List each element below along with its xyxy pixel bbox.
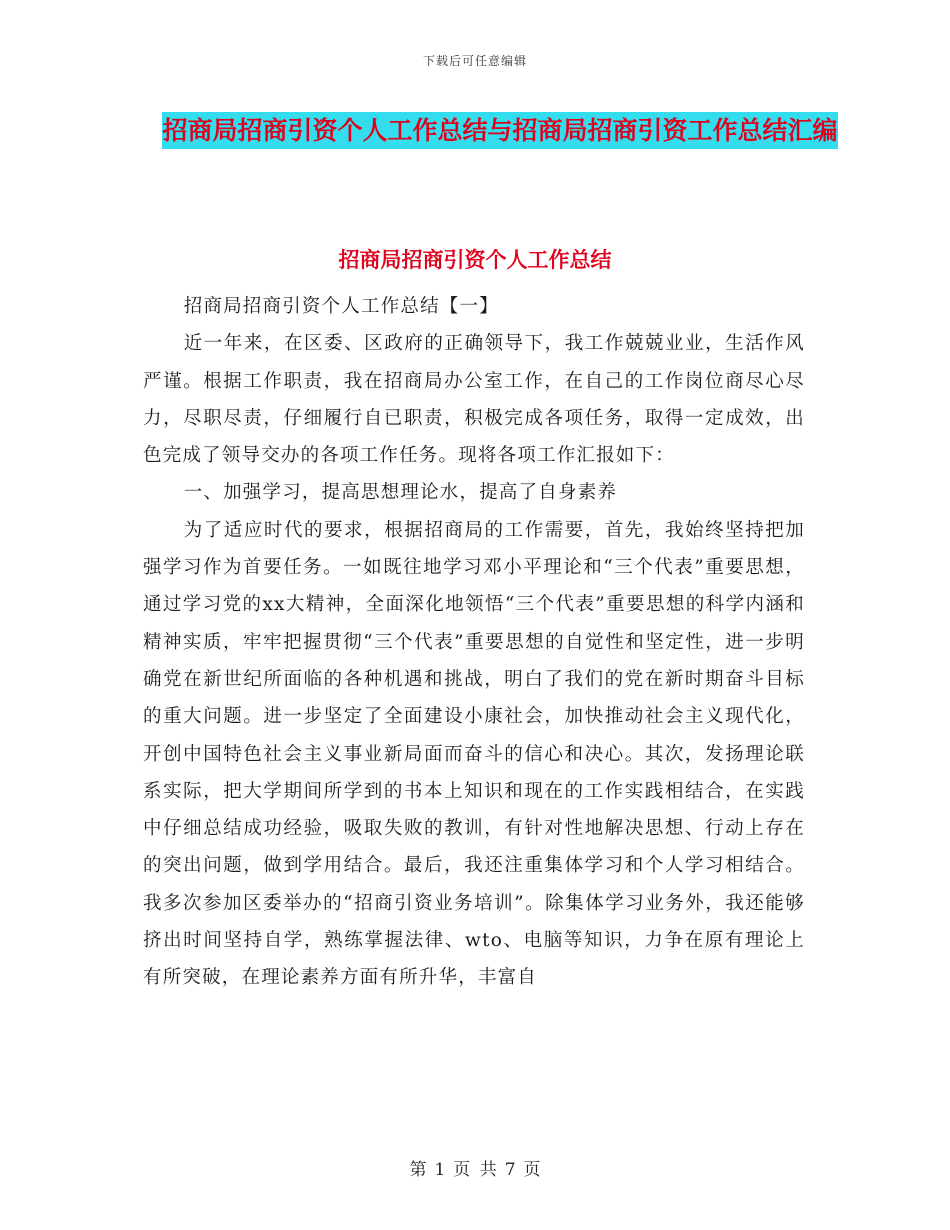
paragraph-heading: 招商局招商引资个人工作总结【一】 xyxy=(183,296,499,317)
main-title-text: 招商局招商引资个人工作总结与招商局招商引资工作总结汇编 xyxy=(162,112,837,149)
footer-suffix: 页 xyxy=(523,1160,541,1180)
footer-middle: 页 共 xyxy=(453,1160,497,1180)
page-footer xyxy=(0,1155,950,1180)
paragraph-intro: 近一年来，在区委、区政府的正确领导下，我工作兢兢业业，生活作风严谨。根据工作职责，我在招商局办公室工作，在自己的工作岗位商尽心尽力，尽职尽责，仔细履行自已职责，积极完成各项任务，取得一定成效，出色完成了领导交办的各项工作任务。现将各项工作汇报如下： xyxy=(143,333,805,467)
footer-total-pages: 7 xyxy=(504,1160,516,1180)
footer-prefix: 第 xyxy=(409,1160,427,1180)
document-body xyxy=(143,288,805,997)
document-main-title xyxy=(140,108,860,154)
paragraph-study: 为了适应时代的要求，根据招商局的工作需要，首先，我始终坚持把加强学习作为首要任务。一如既往地学习邓小平理论和“三个代表”重要思想，通过学习党的xx大精神，全面深化地领悟“三个代表”重要思想的科学内涵和精神实质，牢牢把握贯彻“三个代表”重要思想的自觉性和坚定性，进一步明确党在新世纪所面临的各种机遇和挑战，明白了我们的党在新时期奋斗目标的重大问题。进一步坚定了全面建设小康社会，加快推动社会主义现代化，开创中国特色社会主义事业新局面而奋斗的信心和决心。其次，发扬理论联系实际，把大学期间所学到的书本上知识和现在的工作实践相结合，在实践中仔细总结成功经验，吸取失败的教训，有针对性地解决思想、行动上存在的突出问题，做到学用结合。最后，我还注重集体学习和个人学习相结合。我多次参加区委举办的“招商引资业务培训”。除集体学习业务外，我还能够挤出时间坚持自学，熟练掌握法律、wto、电脑等知识，力争在原有理论上有所突破，在理论素养方面有所升华，丰富自 xyxy=(143,519,805,989)
section-title: 招商局招商引资个人工作总结 xyxy=(338,248,612,272)
header-note: 下载后可任意编辑 xyxy=(422,54,527,68)
footer-current-page: 1 xyxy=(434,1160,446,1180)
paragraph-section-heading: 一、加强学习，提高思想理论水，提高了自身素养 xyxy=(183,482,618,504)
